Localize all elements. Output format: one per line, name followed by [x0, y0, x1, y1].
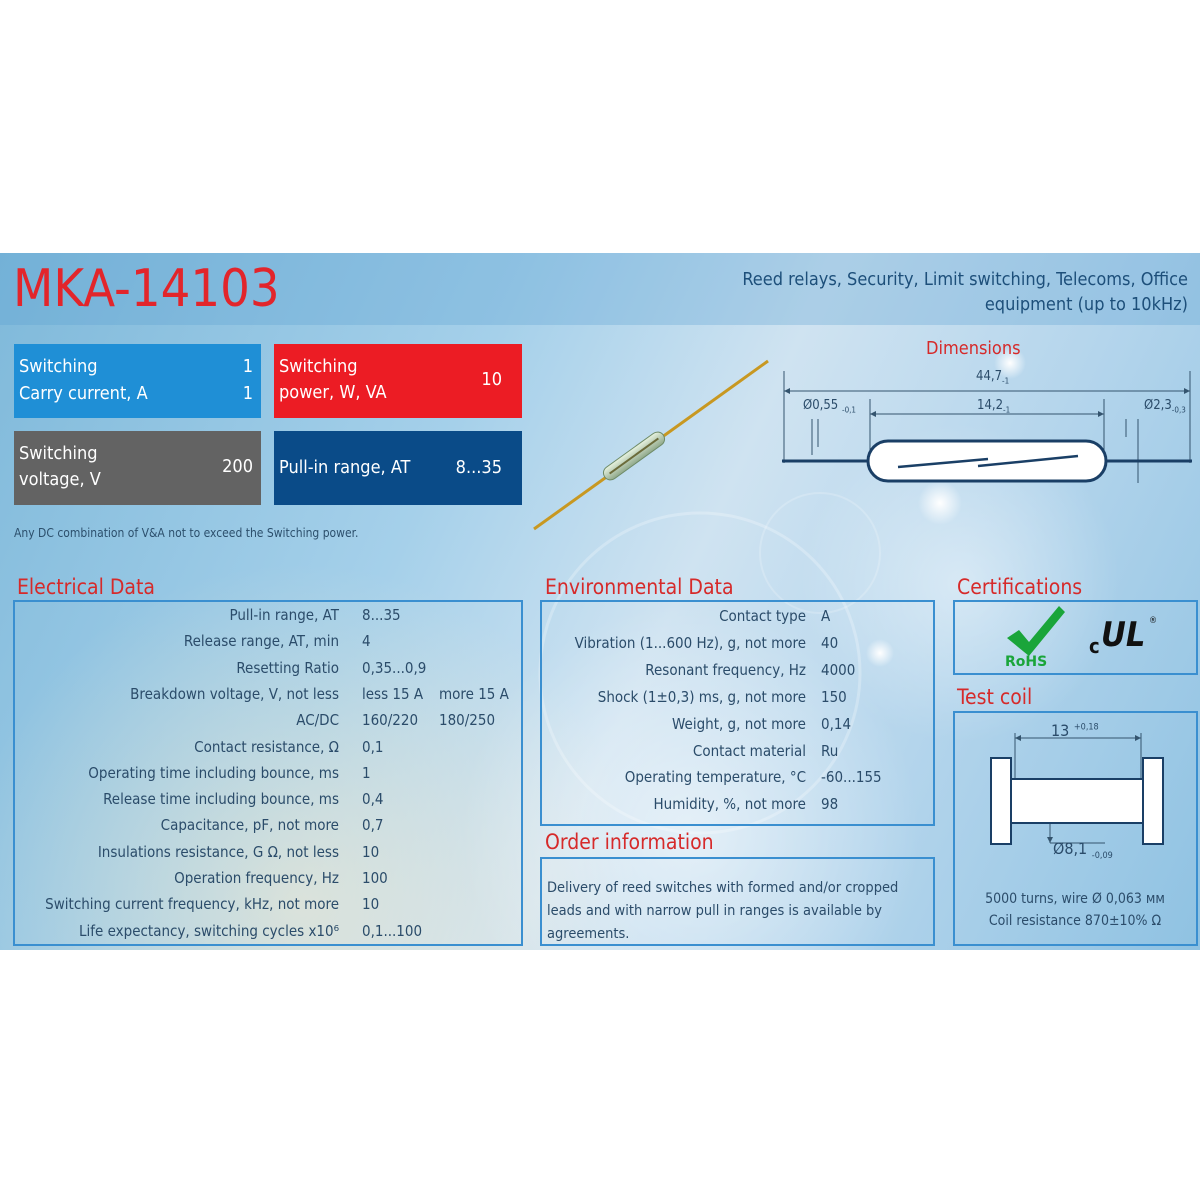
switching-label: Switching: [19, 356, 98, 377]
environmental-row-value: 4000: [821, 660, 856, 679]
electrical-row-value: 0,7: [362, 816, 384, 835]
coil-length-tolerance: +0,18: [1073, 722, 1099, 733]
test-coil-panel: [953, 711, 1198, 946]
total-length-tolerance: -1: [1002, 376, 1010, 386]
electrical-row-value: 8...35: [362, 606, 401, 624]
environmental-row-value: -60...155: [821, 768, 882, 787]
rohs-logo: [1001, 602, 1071, 668]
electrical-row-value: 4: [362, 632, 371, 651]
certifications-panel: [953, 600, 1198, 675]
switching-voltage-box: [14, 431, 261, 505]
glass-length-dim: [977, 398, 1010, 415]
total-length-dim: [976, 369, 1009, 386]
ul-logo: [1089, 615, 1165, 658]
electrical-row-label: Release time including bounce, ms: [103, 790, 339, 809]
switching-voltage-label2: voltage, V: [19, 469, 101, 490]
dc-combination-note: Any DC combination of V&A not to exceed the Switching power.: [14, 526, 359, 540]
coil-diameter-dim: [1053, 839, 1113, 861]
order-information-title: Order information: [545, 830, 714, 854]
electrical-row-label: Release range, AT, min: [183, 632, 339, 651]
coil-length-value: 13: [1051, 721, 1070, 740]
glass-length-tolerance: -1: [1003, 405, 1011, 415]
environmental-row-label: Resonant frequency, Hz: [645, 660, 806, 679]
environmental-row-value: 0,14: [821, 714, 852, 733]
electrical-row-value: 10: [362, 842, 380, 861]
coil-turns-text: 5000 turns, wire Ø 0,063 мм: [985, 891, 1165, 907]
electrical-row-label: Life expectancy, switching cycles x10⁶: [79, 921, 339, 940]
glass-length-value: 14,2: [977, 398, 1004, 413]
electrical-row-label: Resetting Ratio: [236, 658, 339, 677]
electrical-row-value: 0,4: [362, 790, 384, 809]
lead-diameter-dim: [803, 398, 856, 415]
switching-voltage-value: 200: [222, 456, 253, 477]
environmental-row-value: 150: [821, 687, 847, 706]
pull-in-label: Pull-in range, AT: [279, 457, 411, 478]
test-coil-drawing: [955, 713, 1196, 944]
carry-current-label: Carry current, A: [19, 383, 148, 404]
switching-current-value: 1: [242, 356, 253, 377]
switching-power-label2: power, W, VA: [279, 382, 387, 403]
product-title: MKA-14103: [13, 259, 280, 319]
environmental-row-value: Ru: [821, 741, 839, 760]
electrical-row-value: 100: [362, 869, 388, 887]
total-length-value: 44,7: [976, 369, 1003, 384]
lead-diameter-value: Ø0,55: [803, 398, 839, 413]
environmental-data-title: Environmental Data: [545, 575, 734, 599]
electrical-data-panel: [13, 600, 523, 946]
electrical-row-label: Switching current frequency, kHz, not more: [45, 895, 339, 914]
environmental-row-label: Vibration (1...600 Hz), g, not more: [574, 633, 806, 652]
electrical-row-label: AC/DC: [296, 711, 339, 730]
environmental-row-label: Operating temperature, °C: [624, 768, 806, 787]
environmental-row-label: Weight, g, not more: [672, 714, 806, 733]
glass-diameter-dim: [1144, 398, 1186, 415]
electrical-row-label: Operating time including bounce, ms: [88, 763, 339, 782]
electrical-row-value: less 15 A: [362, 684, 424, 703]
carry-current-value: 1: [242, 383, 253, 404]
lead-diameter-tolerance: -0,1: [841, 405, 857, 415]
environmental-row-label: Contact material: [692, 741, 806, 760]
environmental-row-value: 40: [821, 633, 839, 652]
environmental-row-value: A: [821, 607, 831, 625]
coil-diameter-value: Ø8,1: [1053, 839, 1088, 858]
electrical-row-value: 0,1: [362, 737, 384, 756]
coil-diameter-tolerance: -0,09: [1091, 851, 1113, 862]
electrical-row-value: 10: [362, 895, 380, 914]
order-information-text: Delivery of reed switches with formed and/or cropped leads and with narrow pull in ranges is available by agreements.: [547, 880, 899, 942]
ul-mark: UL: [1101, 615, 1146, 655]
dimensions-title: Dimensions: [926, 338, 1021, 359]
rohs-text: RoHS: [1005, 654, 1048, 668]
environmental-row-label: Shock (1±0,3) ms, g, not more: [597, 687, 806, 706]
environmental-row-label: Humidity, %, not more: [653, 795, 806, 814]
switching-voltage-label1: Switching: [19, 443, 98, 464]
environmental-data-panel: [540, 600, 935, 826]
datasheet-banner: [0, 253, 1200, 950]
electrical-row-value: 0,1...100: [362, 921, 423, 940]
electrical-row-label: Breakdown voltage, V, not less: [130, 684, 339, 703]
pull-in-box: [274, 431, 522, 505]
electrical-row-label: Insulations resistance, G Ω, not less: [97, 842, 339, 861]
switching-power-value: 10: [481, 369, 502, 390]
electrical-row-value2: 180/250: [439, 711, 496, 730]
electrical-row-label: Capacitance, pF, not more: [160, 816, 339, 835]
ul-c-mark: c: [1089, 634, 1100, 658]
test-coil-title: Test coil: [957, 685, 1033, 709]
environmental-row-value: 98: [821, 795, 839, 814]
electrical-data-title: Electrical Data: [17, 575, 155, 599]
reed-switch-image: [528, 353, 778, 538]
coil-length-dim: [1051, 721, 1099, 740]
electrical-row-value: 1: [362, 763, 371, 782]
electrical-row-label: Pull-in range, AT: [229, 606, 339, 624]
order-information-panel: [540, 857, 935, 946]
electrical-row-label: Contact resistance, Ω: [194, 737, 339, 756]
switching-power-box: [274, 344, 522, 418]
environmental-row-label: Contact type: [719, 607, 806, 625]
pull-in-value: 8...35: [455, 457, 502, 478]
coil-resistance-text: Coil resistance 870±10% Ω: [988, 913, 1162, 929]
glass-diameter-tolerance: -0,3: [1171, 405, 1186, 415]
glass-diameter-value: Ø2,3: [1144, 398, 1172, 413]
ul-registered-mark: ®: [1149, 616, 1158, 626]
electrical-row-value: 160/220: [362, 711, 419, 730]
switching-power-label1: Switching: [279, 356, 358, 377]
switching-carry-box: [14, 344, 261, 418]
certifications-title: Certifications: [957, 575, 1083, 599]
electrical-row-label: Operation frequency, Hz: [174, 869, 339, 887]
applications-text: Reed relays, Security, Limit switching, Telecoms, Office equipment (up to 10kHz): [742, 269, 1188, 315]
electrical-row-value2: more 15 A: [439, 684, 509, 703]
electrical-row-value: 0,35...0,9: [362, 658, 427, 677]
